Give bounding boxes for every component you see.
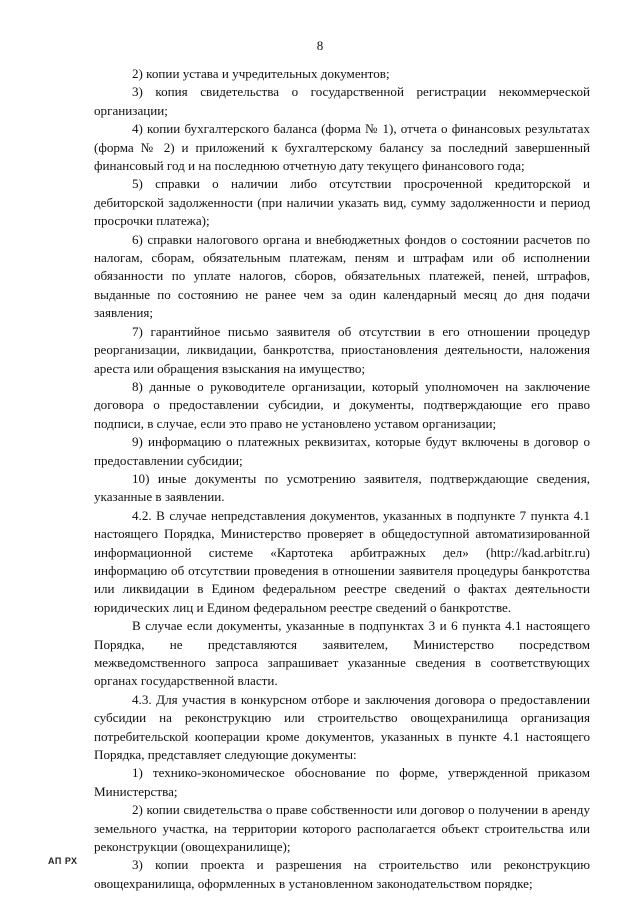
list-item-9-payment-details: 9) информацию о платежных реквизитах, которые будут включены в договор о предоставлении субсидии; — [94, 434, 590, 468]
clause-4-3: 4.3. Для участия в конкурсном отборе и заключения договора о предоставлении субсидии на реконструкцию или строительство овощехранилища организация потребительской кооперации кроме документов, указанных в пункте 4.1 настоящего Порядка, представляет следующие документы: — [94, 691, 590, 763]
list-item-8-director-data: 8) данные о руководителе организации, который уполномочен на заключение договора о предоставлении субсидии, и документы, подтверждающие его право подписи, в случае, если это право не установлено уставом организации; — [94, 378, 590, 431]
clause-4-2-interagency-request: В случае если документы, указанные в подпунктах 3 и 6 пункта 4.1 настоящего Порядка, не представляются заявителем, Министерство посредством межведомственного запроса запрашивает указанные сведения в соответствующих органах государственной власти. — [94, 618, 590, 689]
list-item-3-registration-certificate: 3) копия свидетельства о государственной регистрации некоммерческой организации; — [94, 84, 590, 118]
list-item-6-tax-certificates: 6) справки налогового органа и внебюджетных фондов о состоянии расчетов по налогам, сборам, обязательным платежам, пеням и штрафам или об исполнении обязанности по уплате налогов, сборов, обязательных платежей, пеней, штрафов, выданные по состоянию не ранее чем за один календарный месяц до дня подачи заявления; — [94, 231, 590, 321]
list-item-1-feasibility-study: 1) технико-экономическое обоснование по форме, утвержденной приказом Министерства; — [94, 765, 590, 799]
footer-code: АП РХ — [48, 856, 78, 866]
list-item-10-other-documents: 10) иные документы по усмотрению заявителя, подтверждающие сведения, указанные в заявлении. — [94, 470, 590, 505]
list-item-3-construction-permit: 3) копии проекта и разрешения на строительство или реконструкцию овощехранилища, оформленных в установленном законодательством порядке; — [94, 857, 590, 891]
document-body — [94, 65, 590, 893]
list-item-7-guarantee-letter: 7) гарантийное письмо заявителя об отсутствии в его отношении процедур реорганизации, ликвидации, банкротства, приостановления деятельности, наложения ареста или обращения взыскания на имущество; — [94, 323, 590, 376]
clause-4-2: 4.2. В случае непредставления документов, указанных в подпункте 7 пункта 4.1 настоящего Порядка, Министерство проверяет в общедоступной автоматизированной информационной системе «Картотека арбитражных дел» (http://kad.arbitr.ru) информацию об отсутствии проведения в отношении заявителя процедуры банкротства или ликвидации в Едином федеральном реестре сведений о фактах деятельности юридических лиц и Едином федеральном реестре сведений о банкротстве. — [94, 507, 590, 615]
list-item-4-balance-sheet: 4) копии бухгалтерского баланса (форма № 1), отчета о финансовых результатах (форма № 2) и приложений к бухгалтерскому балансу за последний завершенный финансовый год и на последнюю отчетную дату текущего финансового года; — [94, 121, 590, 174]
page-number: 8 — [316, 38, 324, 53]
list-item-2-land-ownership: 2) копии свидетельства о праве собственности или договор о получении в аренду земельного участка, на территории которого располагается объект строительства или реконструкции (овощехранилище); — [94, 802, 590, 855]
list-item-2-charter-copies: 2) копии устава и учредительных документов; — [132, 66, 390, 81]
list-item-5-debt-certificates: 5) справки о наличии либо отсутствии просроченной кредиторской и дебиторской задолженности (при наличии указать вид, сумму задолженности и период просрочки платежа); — [94, 176, 590, 229]
